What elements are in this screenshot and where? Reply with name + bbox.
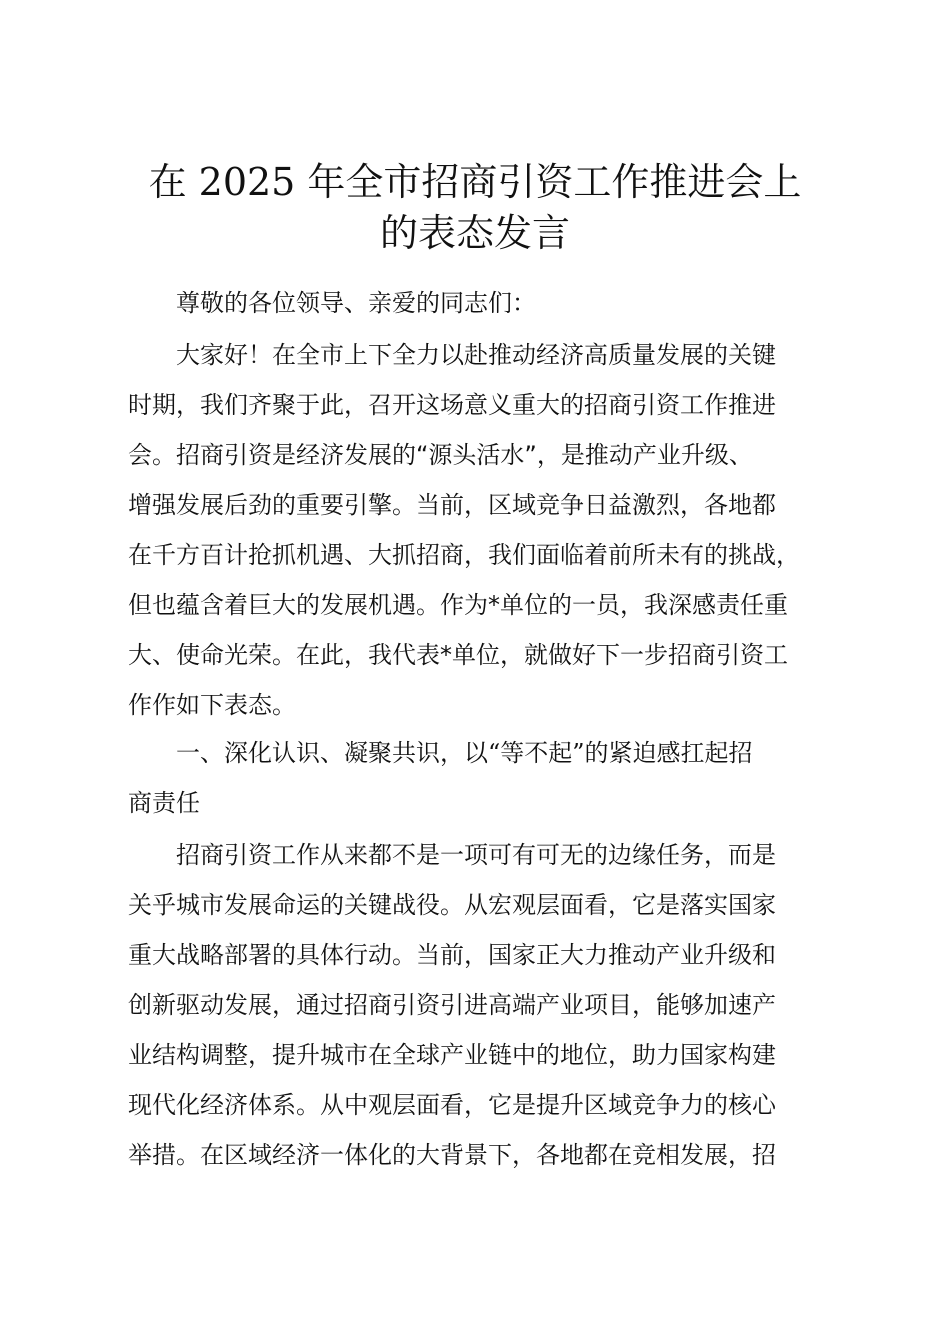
document-title-line-2: 的表态发言 (379, 211, 570, 255)
paragraph-2-line: 现代化经济体系。从中观层面看，它是提升区域竞争力的核心 (128, 1091, 776, 1119)
paragraph-1-line: 作作如下表态。 (128, 691, 296, 719)
paragraph-2-line: 创新驱动发展，通过招商引资引进高端产业项目，能够加速产 (128, 991, 776, 1019)
salutation: 尊敬的各位领导、亲爱的同志们： (176, 289, 536, 317)
paragraph-2-line: 重大战略部署的具体行动。当前，国家正大力推动产业升级和 (128, 941, 776, 969)
paragraph-1-line: 但也蕴含着巨大的发展机遇。作为*单位的一员，我深感责任重 (128, 591, 788, 619)
section-1-heading-line: 一、深化认识、凝聚共识，以“等不起”的紧迫感扛起招 (176, 739, 753, 767)
document-title-line-1: 在 2025 年全市招商引资工作推进会上 (148, 160, 802, 204)
paragraph-1-line: 大家好！在全市上下全力以赴推动经济高质量发展的关键 (176, 341, 776, 369)
paragraph-1-line: 会。招商引资是经济发展的“源头活水”，是推动产业升级、 (128, 441, 753, 469)
paragraph-2-line: 业结构调整，提升城市在全球产业链中的地位，助力国家构建 (128, 1041, 776, 1069)
paragraph-2-line: 招商引资工作从来都不是一项可有可无的边缘任务，而是 (176, 841, 776, 869)
paragraph-1-line: 大、使命光荣。在此，我代表*单位，就做好下一步招商引资工 (128, 641, 788, 669)
paragraph-1-line: 在千方百计抢抓机遇、大抓招商，我们面临着前所未有的挑战， (128, 541, 800, 569)
section-1-heading-line: 商责任 (128, 789, 200, 817)
paragraph-2-line: 举措。在区域经济一体化的大背景下，各地都在竞相发展，招 (128, 1141, 776, 1169)
paragraph-2-line: 关乎城市发展命运的关键战役。从宏观层面看，它是落实国家 (128, 891, 776, 919)
paragraph-1-line: 增强发展后劲的重要引擎。当前，区域竞争日益激烈，各地都 (128, 491, 776, 519)
paragraph-1-line: 时期，我们齐聚于此，召开这场意义重大的招商引资工作推进 (128, 391, 776, 419)
